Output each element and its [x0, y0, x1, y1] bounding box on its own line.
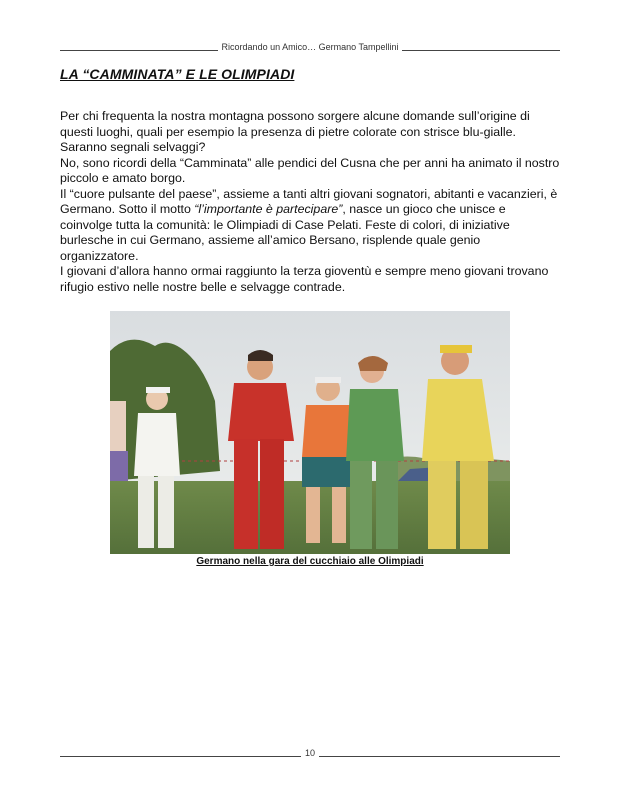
running-title: Ricordando un Amico… Germano Tampellini [221, 42, 399, 52]
paragraph-1: Per chi frequenta la nostra montagna possono sorgere alcune domande sull’origine di questi luoghi, quali per esempio la presenza di pietre colorate con strisce blu-gialle. Saranno segnali selvaggi? [60, 109, 530, 154]
olympics-photo [110, 311, 510, 554]
footer-rule-right [319, 756, 560, 757]
motto: “l’importante è partecipare” [194, 202, 343, 216]
paragraph-4: I giovani d’allora hanno ormai raggiunto la terza gioventù e sempre meno giovani trovano rifugio estivo nelle nostre belle e selvagge contrade. [60, 264, 549, 294]
paragraph-3 [60, 187, 560, 265]
photo-caption: Germano nella gara del cucchiaio alle Olimpiadi [196, 556, 424, 567]
header-rule-right [402, 50, 560, 51]
running-footer [60, 748, 560, 758]
page-number: 10 [305, 748, 316, 758]
body-text [60, 109, 560, 295]
paragraph-2: No, sono ricordi della “Camminata” alle pendici del Cusna che per anni ha animato il nostro piccolo e amato borgo. [60, 155, 560, 185]
paragraph-3-end: , nasce un gioco che unisce e coinvolge tutta la comunità: le Olimpiadi di Case Pelati. Feste di colori, di iniziative burlesche in cui Germano, assieme all’amico Bersano, risplende quale genio organizzatore. [60, 202, 510, 263]
running-header [60, 42, 560, 52]
section-title: LA “CAMMINATA” E LE OLIMPIADI [60, 66, 295, 82]
footer-rule-left [60, 756, 301, 757]
header-rule-left [60, 50, 218, 51]
paragraph-3-start: Il “cuore pulsante del paese”, assieme a tanti altri giovani sognatori, abitanti e vacanzieri, è Germano. Sotto il motto [60, 186, 558, 216]
person-girl-left [110, 401, 128, 481]
